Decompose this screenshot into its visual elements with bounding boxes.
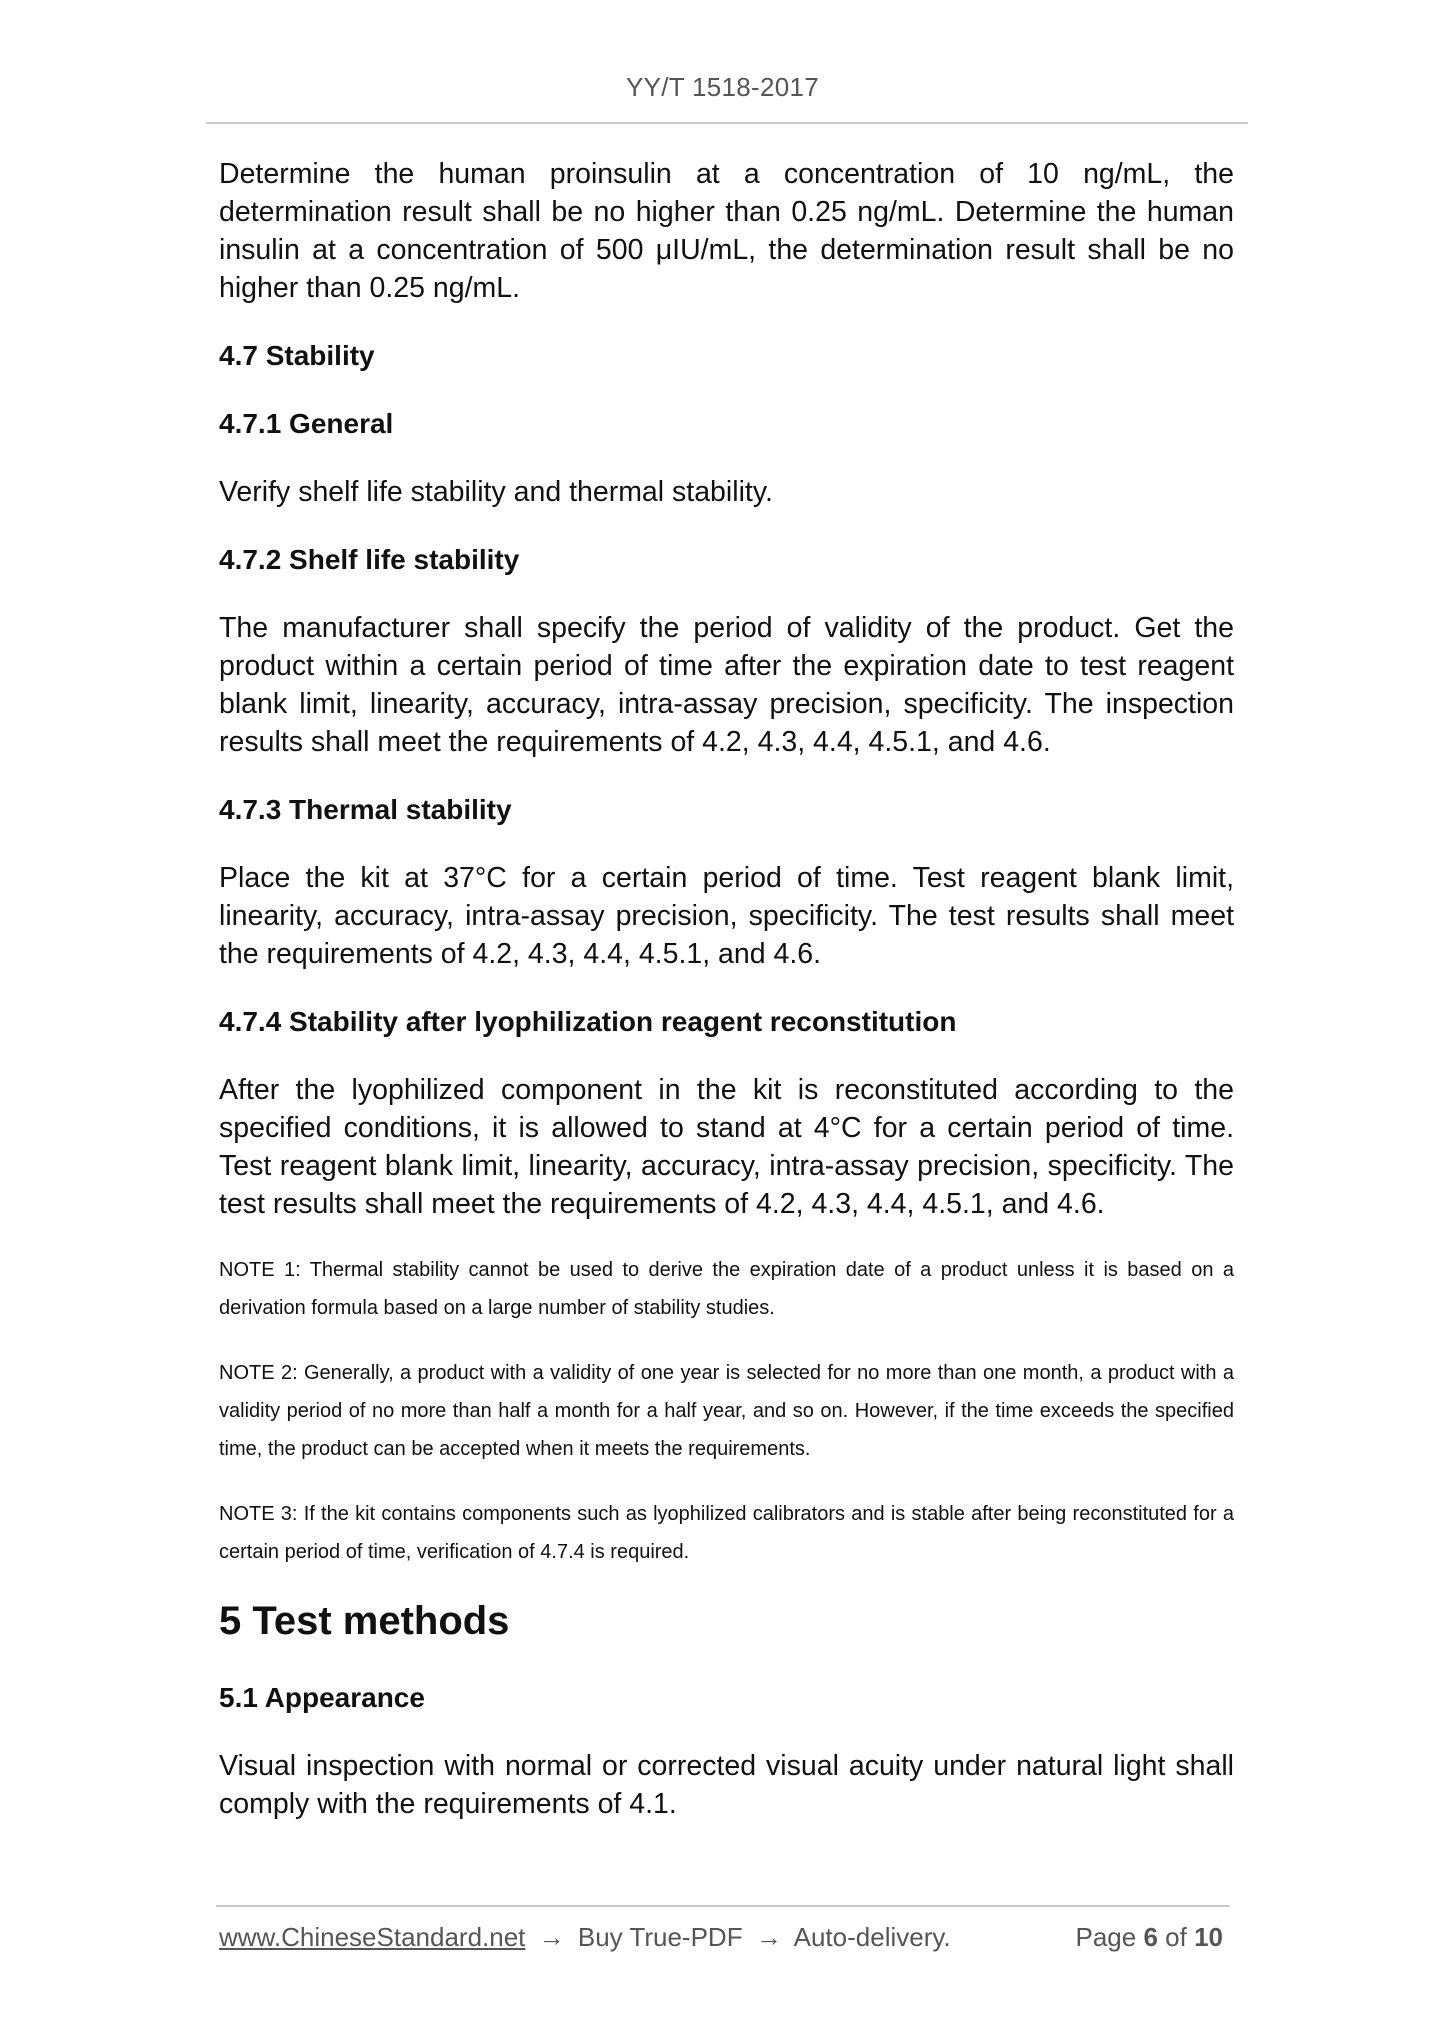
note-1: NOTE 1: Thermal stability cannot be used to derive the expiration date of a product unless it is based on a derivation formula based on a large number of stability studies. bbox=[219, 1259, 1234, 1319]
page-of-label: of bbox=[1165, 1922, 1187, 1952]
page-indicator bbox=[1075, 1922, 1223, 1953]
site-link[interactable]: www.ChineseStandard.net bbox=[219, 1922, 526, 1952]
footer-divider bbox=[216, 1905, 1230, 1907]
header-divider bbox=[206, 122, 1248, 124]
paragraph-4-7-3: Place the kit at 37°C for a certain period of time. Test reagent blank limit, linearity, accuracy, intra-assay precision, specificity. The test results shall meet the requirements of 4.2, 4.3, 4.4, 4.5.1, and 4.6. bbox=[219, 862, 1234, 970]
page-label: Page bbox=[1075, 1922, 1137, 1952]
page-footer bbox=[219, 1922, 1231, 1956]
page-body bbox=[219, 155, 1234, 1853]
heading-4-7-4: 4.7.4 Stability after lyophilization reagent reconstitution bbox=[219, 1006, 957, 1037]
paragraph-4-7-2: The manufacturer shall specify the period of validity of the product. Get the product within a certain period of time after the expiration date to test reagent blank limit, linearity, accuracy, intra-assay precision, specificity. The inspection results shall meet the requirements of 4.2, 4.3, 4.4, 4.5.1, and 4.6. bbox=[219, 612, 1234, 758]
heading-4-7-1: 4.7.1 General bbox=[219, 408, 394, 439]
heading-5: 5 Test methods bbox=[219, 1599, 510, 1643]
heading-4-7-2: 4.7.2 Shelf life stability bbox=[219, 544, 520, 575]
paragraph-4-7-1: Verify shelf life stability and thermal stability. bbox=[219, 476, 773, 508]
note-2: NOTE 2: Generally, a product with a validity of one year is selected for no more than one month, a product with a validity period of no more than half a month for a half year, and so on. However, if the time exceeds the specified time, the product can be accepted when it meets the requirements. bbox=[219, 1362, 1234, 1460]
buy-true-pdf-text: Buy True-PDF bbox=[577, 1922, 743, 1952]
paragraph-4-7-4: After the lyophilized component in the kit is reconstituted according to the specified conditions, it is allowed to stand at 4°C for a certain period of time. Test reagent blank limit, linearity, accuracy, intra-assay precision, specificity. The test results shall meet the requirements of 4.2, 4.3, 4.4, 4.5.1, and 4.6. bbox=[219, 1074, 1234, 1220]
running-header-doc-id: YY/T 1518-2017 bbox=[625, 72, 820, 102]
heading-4-7: 4.7 Stability bbox=[219, 340, 375, 371]
heading-4-7-3: 4.7.3 Thermal stability bbox=[219, 794, 512, 825]
note-3: NOTE 3: If the kit contains components such as lyophilized calibrators and is stable after being reconstituted for a certain period of time, verification of 4.7.4 is required. bbox=[219, 1503, 1234, 1563]
arrow-right-icon: → bbox=[755, 1922, 782, 1952]
footer-promo bbox=[219, 1922, 951, 1953]
auto-delivery-text: Auto-delivery. bbox=[793, 1922, 951, 1952]
heading-5-1: 5.1 Appearance bbox=[219, 1682, 425, 1713]
intro-paragraph: Determine the human proinsulin at a concentration of 10 ng/mL, the determination result shall be no higher than 0.25 ng/mL. Determine the human insulin at a concentration of 500 μIU/mL, the determination result shall be no higher than 0.25 ng/mL. bbox=[219, 158, 1234, 304]
page-total: 10 bbox=[1194, 1922, 1223, 1952]
paragraph-5-1: Visual inspection with normal or corrected visual acuity under natural light shall comply with the requirements of 4.1. bbox=[219, 1750, 1234, 1820]
page-current: 6 bbox=[1143, 1922, 1158, 1952]
arrow-right-icon: → bbox=[538, 1922, 565, 1952]
